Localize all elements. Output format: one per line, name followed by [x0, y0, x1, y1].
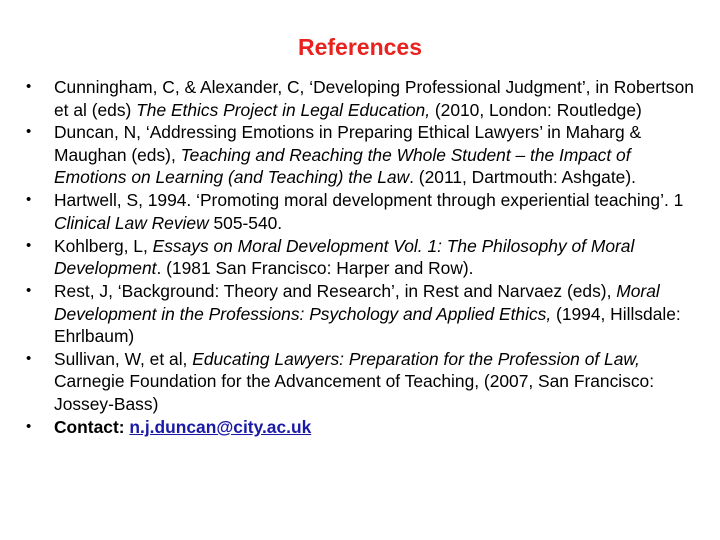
reference-text: (1994, Hillsdale: Ehrlbaum): [54, 303, 681, 347]
reference-text: Sullivan, W, et al,: [54, 348, 193, 369]
list-item: [26, 348, 696, 416]
bullet-icon: •: [26, 236, 32, 254]
reference-text: Carnegie Foundation for the Advancement of Teaching, (2007, San Francisco: Jossey-Bass): [54, 371, 655, 414]
reference-text: Cunningham, C, & Alexander, C, ‘Developing Professional Judgment’, in Robertson et al (eds): [54, 77, 694, 120]
contact-label: Contact:: [54, 416, 125, 437]
reference-text: Kohlberg, L,: [54, 235, 153, 256]
reference-text: 505-540.: [208, 212, 283, 233]
list-item: [26, 76, 696, 121]
reference-text: Duncan, N, ‘Addressing Emotions in Preparing Ethical Lawyers’ in Maharg & Maughan (eds),: [54, 122, 642, 165]
reference-text: (2010, London: Routledge): [430, 99, 642, 120]
reference-text: . (1981 San Francisco: Harper and Row).: [156, 258, 474, 279]
reference-text: . (2011, Dartmouth: Ashgate).: [409, 167, 636, 188]
reference-title: Clinical Law Review: [54, 212, 209, 233]
reference-title: Educating Lawyers: Preparation for the Profession of Law,: [192, 348, 640, 369]
contact-email-link[interactable]: n.j.duncan@city.ac.uk: [129, 416, 312, 437]
list-item: [26, 189, 696, 234]
reference-text: Rest, J, ‘Background: Theory and Research’, in Rest and Narvaez (eds),: [54, 281, 617, 302]
bullet-icon: •: [26, 282, 32, 300]
contact-item: [26, 416, 696, 439]
reference-title: The Ethics Project in Legal Education,: [136, 99, 431, 120]
list-item: [26, 235, 696, 280]
list-item: [26, 121, 696, 189]
bullet-icon: •: [26, 191, 32, 209]
bullet-icon: •: [26, 78, 32, 95]
list-item: [26, 280, 696, 348]
bullet-icon: •: [26, 417, 32, 435]
bullet-icon: •: [26, 123, 32, 141]
bullet-icon: •: [26, 349, 32, 367]
reference-title: Teaching and Reaching the Whole Student – the Impact of Emotions on Learning (and Teaching) the Law: [54, 144, 631, 188]
reference-title: Moral Development in the Professions: Psychology and Applied Ethics,: [54, 281, 660, 324]
reference-text: Hartwell, S, 1994. ‘Promoting moral development through experiential teaching’. 1: [54, 190, 684, 211]
reference-title: Essays on Moral Development Vol. 1: The Philosophy of Moral Development: [54, 235, 635, 279]
page-title: References: [297, 34, 423, 60]
reference-list: [26, 76, 696, 439]
